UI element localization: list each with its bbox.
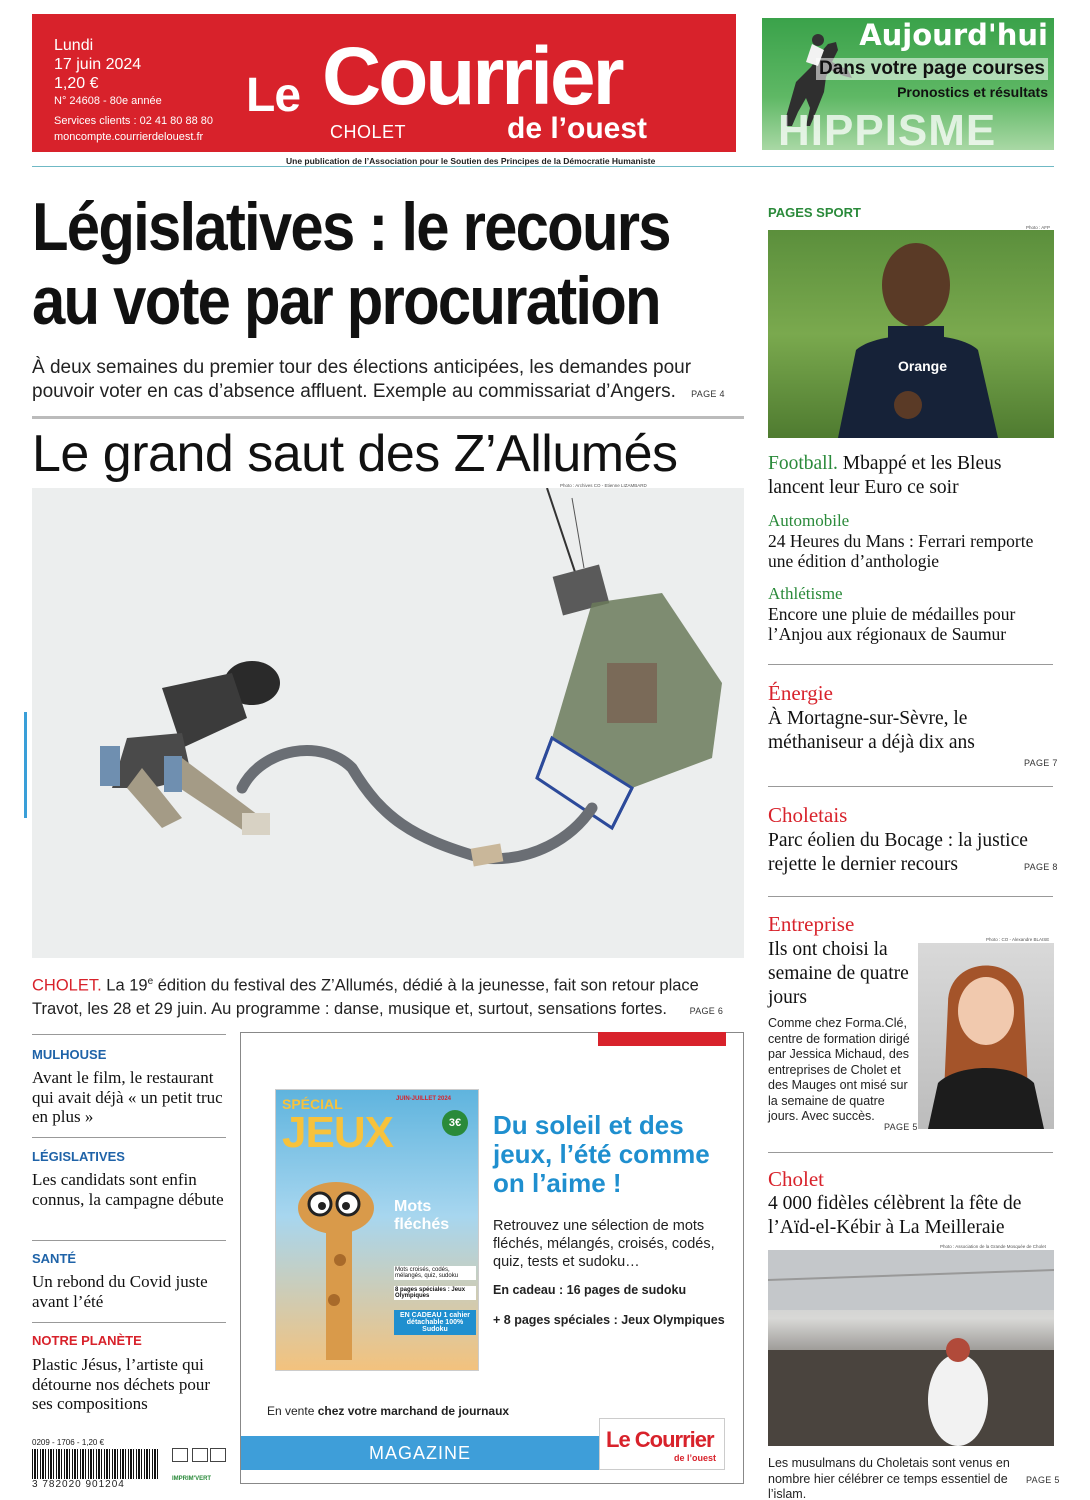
cover-sub: Mots croisés, codés, mélangés, quiz, sudoku	[394, 1266, 476, 1280]
main-headline[interactable]	[32, 189, 670, 339]
crowd-illustration	[768, 1250, 1054, 1446]
ad-gift-jo: + 8 pages spéciales : Jeux Olympiques	[493, 1313, 725, 1327]
jersey-sponsor: Orange	[898, 358, 948, 374]
entreprise-photo	[918, 943, 1054, 1129]
main-lead	[32, 356, 747, 406]
promo-page: Dans votre page courses	[816, 58, 1048, 80]
cholet-caption: Les musulmans du Choletais sont venus en nombre hier célébrer ce temps essentiel de l’islam.	[768, 1456, 1010, 1500]
masthead-info	[54, 36, 213, 145]
masthead-divider	[32, 166, 1054, 167]
brief-kicker: SANTÉ	[32, 1251, 77, 1266]
ad-description: Retrouvez une sélection de mots fléchés, mélangés, croisés, codés, quiz, tests et sudoku…	[493, 1218, 715, 1270]
logo-ouest: de l’ouest	[507, 112, 648, 145]
caption-page[interactable]: PAGE 6	[689, 1005, 724, 1016]
cholet-title[interactable]: 4 000 fidèles célèbrent la fête de l’Aïd-el-Kébir à La Meilleraie	[768, 1193, 1022, 1238]
brief-divider	[32, 1322, 226, 1323]
ad-red-tab	[598, 1032, 726, 1046]
main-lead-page[interactable]: PAGE 4	[691, 389, 725, 399]
sport-photo	[768, 230, 1054, 438]
ad-sale-b: chez votre marchand de journaux	[317, 1404, 510, 1418]
section-divider	[32, 416, 744, 419]
brief-title[interactable]: Avant le film, le restaurant qui avait déjà « un petit truc en plus »	[32, 1068, 223, 1126]
hippisme-promo[interactable]	[762, 18, 1054, 150]
jessica-photo-credit: Photo : CO - Alexandre BLAISE	[986, 937, 1050, 942]
football-article[interactable]	[768, 452, 1058, 500]
ad-gift-sudoku: En cadeau : 16 pages de sudoku	[493, 1283, 687, 1297]
cover-special: SPÉCIAL	[282, 1096, 343, 1112]
promo-today: Aujourd'hui	[859, 18, 1048, 52]
feature-title[interactable]: Le grand saut des Z’Allumés	[32, 425, 678, 483]
barcode-number: 3 782020 901204	[32, 1479, 125, 1490]
energie-title[interactable]: À Mortagne-sur-Sèvre, le méthaniseur a déjà dix ans	[768, 708, 975, 753]
magazine-cover	[275, 1089, 479, 1371]
brief-kicker: MULHOUSE	[32, 1047, 107, 1062]
ad-sale-a: En vente	[267, 1404, 318, 1418]
cholet-photo	[768, 1250, 1054, 1446]
right-divider	[768, 664, 1053, 665]
paper-icon	[210, 1448, 226, 1462]
main-headline-line2: au vote par procuration	[32, 263, 660, 339]
issue-number: N° 24608 - 80e année	[54, 95, 162, 107]
main-lead-text: À deux semaines du premier tour des élections anticipées, les demandes pour pouvoir voter en cas d’absence affluent. Exemple au commissariat d’Angers.	[32, 357, 692, 402]
printer-icon	[192, 1448, 208, 1462]
cover-pages: 8 pages spéciales : Jeux Olympiques	[394, 1286, 476, 1300]
caption-text-b: édition du festival des Z’Allumés, dédié à la jeunesse, fait son retour place Travot, les 28 et 29 juin. Au programme : danse, musique et, surtout, sensations fortes.	[32, 976, 699, 1018]
publication-line: Une publication de l’Association pour le Soutien des Principes de la Démocratie Humaniste	[286, 156, 656, 166]
ad-logo	[599, 1418, 725, 1470]
brief-divider	[32, 1034, 226, 1035]
auto-kicker: Automobile	[768, 511, 850, 530]
brief-kicker: NOTRE PLANÈTE	[32, 1333, 142, 1348]
accent-bar	[24, 712, 27, 818]
right-divider	[768, 1152, 1053, 1153]
bungee-jump-illustration	[32, 488, 744, 958]
cover-price: 3€	[442, 1110, 468, 1136]
edition-day: Lundi	[54, 37, 94, 54]
main-headline-line1: Législatives : le recours	[32, 189, 670, 265]
football-kicker: Football.	[768, 453, 838, 474]
brief-divider	[32, 1240, 226, 1241]
ad-logo-ouest: de l’ouest	[673, 1453, 716, 1463]
brief-title[interactable]: Les candidats sont enfin connus, la campagne débute	[32, 1170, 224, 1209]
football-title: Mbappé et les Bleus lancent leur Euro ce soir	[768, 453, 1002, 498]
footballer-illustration	[768, 230, 1054, 438]
portrait-illustration	[918, 943, 1054, 1129]
caption-text-a: La 19	[101, 976, 148, 995]
entreprise-page[interactable]: PAGE 5	[884, 1122, 918, 1132]
cholet-kicker: Cholet	[768, 1167, 824, 1191]
caption-kicker: CHOLET.	[32, 976, 102, 995]
energie-kicker: Énergie	[768, 681, 833, 705]
brief-title[interactable]: Un rebond du Covid juste avant l’été	[32, 1272, 208, 1311]
magazine-ad[interactable]	[240, 1032, 744, 1484]
choletais-kicker: Choletais	[768, 803, 848, 827]
brief-title[interactable]: Plastic Jésus, l’artiste qui détourne nos déchets pour ses compositions	[32, 1355, 210, 1413]
cover-date: JUIN-JUILLET 2024	[396, 1096, 452, 1102]
feature-photo	[32, 488, 744, 958]
logo-courrier: Courrier	[322, 31, 622, 122]
masthead	[32, 14, 736, 152]
ad-headline: Du soleil et des jeux, l’été comme on l’aime !	[493, 1110, 710, 1198]
promo-hippisme: HIPPISME	[778, 106, 997, 150]
ad-magazine-bar: MAGAZINE	[241, 1436, 599, 1470]
entreprise-title[interactable]: Ils ont choisi la semaine de quatre jours	[768, 939, 909, 1008]
entreprise-text: Comme chez Forma.Clé, centre de formation dirigé par Jessica Michaud, des entreprises de Cholet et des Mauges ont misé sur la semaine de quatre jours. Avec succès.	[768, 1016, 910, 1123]
right-divider	[768, 786, 1053, 787]
sport-section-label[interactable]: PAGES SPORT	[768, 205, 861, 220]
brief-divider	[32, 1137, 226, 1138]
barcode	[32, 1438, 158, 1490]
brief-kicker: LÉGISLATIVES	[32, 1149, 125, 1164]
ad-logo-courrier: Le Courrier	[606, 1427, 714, 1452]
cover-jeux: JEUX	[282, 1108, 393, 1157]
eco-labels	[172, 1448, 228, 1488]
services-phone: Services clients : 02 41 80 88 80	[54, 115, 213, 127]
auto-title[interactable]: 24 Heures du Mans : Ferrari remporte une édition d’anthologie	[768, 531, 1034, 571]
promo-pronostics: Pronostics et résultats	[897, 84, 1048, 100]
entreprise-kicker: Entreprise	[768, 912, 855, 936]
edition-date: 17 juin 2024	[54, 56, 142, 73]
logo-city: CHOLET	[330, 122, 407, 142]
ad-sale	[267, 1404, 509, 1418]
choletais-title[interactable]: Parc éolien du Bocage : la justice rejette le dernier recours	[768, 830, 1028, 875]
barcode-bars	[32, 1449, 158, 1479]
mosque-photo-credit: Photo : Association de la Grande Mosquée de Cholet	[940, 1244, 1046, 1249]
right-divider	[768, 896, 1053, 897]
cover-mots: Mots fléchés	[394, 1198, 450, 1233]
mbappe-photo-credit: Photo : AFP	[1026, 225, 1051, 230]
edition-price: 1,20 €	[54, 75, 99, 92]
imprim-vert-label: IMPRIM'VERT	[172, 1476, 212, 1482]
services-site[interactable]: moncompte.courrierdelouest.fr	[54, 131, 204, 143]
feature-photo-credit: Photo : Archives CO - Etienne LIZAMBARD	[560, 483, 647, 488]
choletais-page[interactable]: PAGE 8	[1024, 862, 1058, 872]
athle-kicker: Athlétisme	[768, 584, 843, 603]
logo-le: Le	[246, 69, 301, 122]
cover-gift: EN CADEAU 1 cahier détachable 100% Sudoku	[394, 1310, 476, 1335]
feature-caption	[32, 970, 747, 1023]
energie-page[interactable]: PAGE 7	[1024, 758, 1058, 768]
recycle-icon	[172, 1448, 188, 1462]
cholet-page[interactable]: PAGE 5	[1026, 1475, 1060, 1485]
giraffe-icon	[286, 1170, 396, 1360]
barcode-label: 0209 - 1706 - 1,20 €	[32, 1438, 105, 1447]
athle-title[interactable]: Encore une pluie de médailles pour l’Anjou aux régionaux de Saumur	[768, 604, 1016, 644]
caption-sup: e	[147, 976, 154, 987]
